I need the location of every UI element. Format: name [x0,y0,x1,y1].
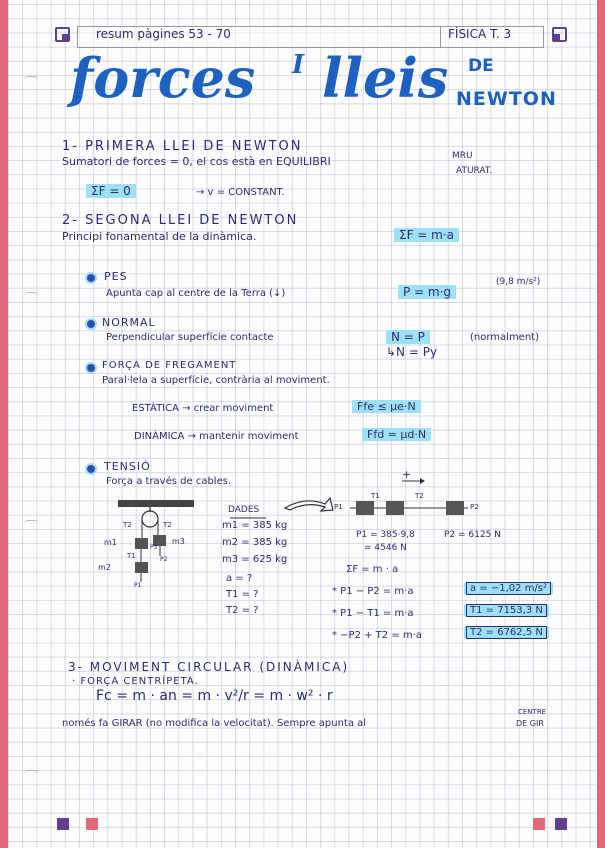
title-newton: NEWTON [456,88,557,110]
p1-calc: P1 = 385·9,8 [356,530,415,540]
fbd-p1: P1 [334,503,343,511]
diagram-p3: P3 [150,544,158,551]
sum-forces: ΣF = m · a [346,564,399,575]
pes-text: Apunta cap al centre de la Terra (↓) [106,288,286,299]
diagram-m3: m3 [172,537,185,546]
diagram-p1: P1 [134,582,142,589]
centre-word-1: CENTRE [518,708,547,716]
section1-line: Sumatori de forces = 0, el cos està en EQUILIBRI [62,155,331,168]
section1-formula: ΣF = 0 [86,184,136,198]
section2-principle: Principi fonamental de la dinàmica. [62,230,257,243]
equation-1: * P1 − P2 = m·a [332,586,414,597]
static-formula: Ffe ≤ μe·N [352,400,421,413]
section3-note: només fa GIRAR (no modifica la velocitat). Sempre apunta al [62,718,367,729]
arrow-icon [285,498,333,511]
diagram-p2: P2 [160,556,168,563]
fbd-block-3 [446,501,464,515]
title-forces: forces [70,46,256,110]
centre-word-2: DE GIR [516,719,544,728]
equation-3: * −P2 + T2 = m·a [332,630,422,641]
diagram-t2-left: T2 [123,521,132,529]
section2-formula: ΣF = m·a [394,228,459,242]
mass-block-m2 [135,562,148,573]
dades-m1: m1 = 385 kg [222,520,288,531]
normal-formula-1: N = P [386,330,430,344]
mass-block-m1 [135,538,148,549]
section3-sub: · FORÇA CENTRÍPETA. [72,676,199,687]
answer-t2-value: T2 = 6762,5 N [466,626,547,639]
section3-heading: 3- MOVIMENT CIRCULAR (DINÀMICA) [68,660,350,674]
pes-label: PES [104,270,128,283]
fbd-p2: P2 [470,503,479,511]
centripetal-formula: Fc = m · an = m · v²/r = m · w² · r [96,688,333,704]
tension-text: Força a través de cables. [106,476,232,487]
dades-t2: T2 = ? [226,605,259,616]
header-subject: FÍSICA T. 3 [448,27,512,41]
diagram-t1: T1 [127,552,136,560]
dades-a: a = ? [226,573,253,584]
diagram-m1: m1 [104,538,117,547]
ceiling-bar [118,500,194,507]
section1-heading: 1- PRIMERA LLEI DE NEWTON [62,139,303,154]
p1-result: = 4546 N [364,543,407,553]
section1-result: → v = CONSTANT. [196,187,285,198]
title-lleis: lleis [322,46,449,110]
answer-a [464,583,553,594]
normal-text: Perpendicular superfície contacte [106,332,274,343]
header-pages: resum pàgines 53 - 70 [96,27,231,41]
pes-formula: P = m·g [398,285,456,299]
answer-a-value: a = −1,02 m/s² [466,582,551,595]
section2-heading: 2- SEGONA LLEI DE NEWTON [62,213,299,228]
friction-label: FORÇA DE FREGAMENT [102,360,237,371]
dynamic-text: DINÀMICA → mantenir moviment [134,431,299,442]
section1-side-mru: MRU [452,151,473,161]
p2-calc: P2 = 6125 N [444,530,501,540]
answer-t1 [464,605,549,616]
dades-m2: m2 = 385 kg [222,537,288,548]
answer-t2 [464,627,549,638]
static-text: ESTÀTICA → crear moviment [132,403,274,414]
diagram-m2: m2 [98,563,111,572]
fbd-t1: T1 [371,492,380,500]
dades-m3: m3 = 625 kg [222,554,288,565]
dades-title: DADES [228,505,260,515]
answer-t1-value: T1 = 7153,3 N [466,604,547,617]
dynamic-formula: Ffd = μd·N [362,428,431,441]
dades-t1: T1 = ? [226,589,259,600]
pes-g: (9,8 m/s²) [496,277,541,287]
section1-side-aturat: ATURAT. [456,166,493,176]
normal-note: (normalment) [470,332,539,343]
equation-2: * P1 − T1 = m·a [332,608,414,619]
normal-formula-2: ↳N = Py [386,345,438,359]
pulley-icon [142,511,158,527]
fbd-plus: + [402,468,412,481]
tension-label: TENSIÓ [104,460,151,473]
friction-text: Paral·lela a superfície, contrària al moviment. [102,375,330,386]
fbd-block-2 [386,501,404,515]
normal-label: NORMAL [102,316,156,329]
fbd-block-1 [356,501,374,515]
diagram-t2-right: T2 [163,521,172,529]
title-i: I [292,50,305,80]
title-de: DE [468,56,494,76]
fbd-t2: T2 [415,492,424,500]
